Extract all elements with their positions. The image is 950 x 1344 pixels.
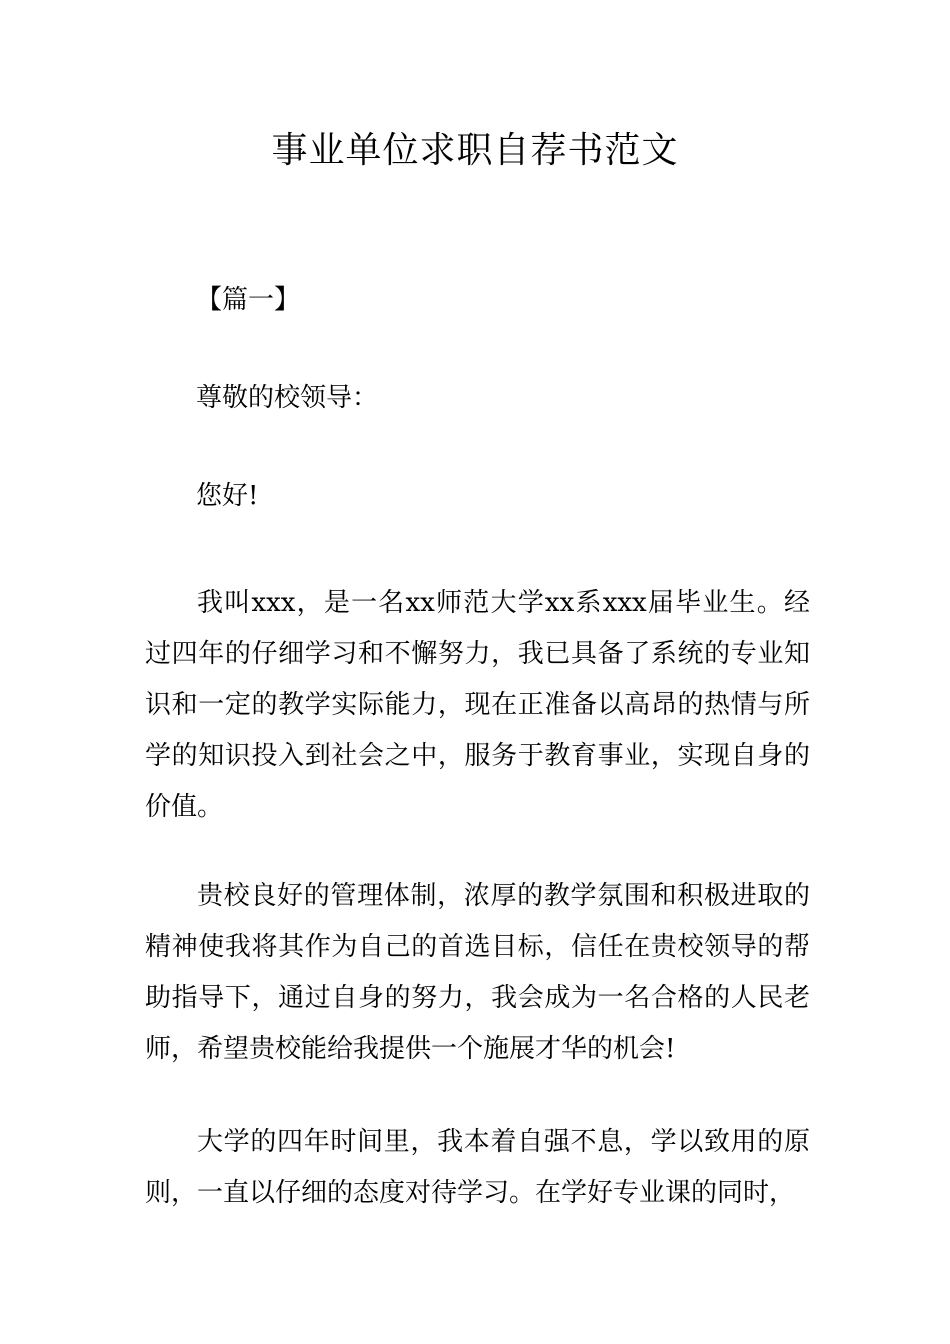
document-title: 事业单位求职自荐书范文 bbox=[271, 130, 679, 171]
paragraph-school-choice: 贵校良好的管理体制，浓厚的教学氛围和积极进取的精神使我将其作为自己的首选目标，信任在贵校领导的帮助指导下，通过自身的努力，我会成为一名合格的人民老师，希望贵校能给我提供一个施展才华的机会! bbox=[145, 881, 810, 1064]
paragraph-introduction: 我叫xxx，是一名xx师范大学xx系xxx届毕业生。经过四年的仔细学习和不懈努力，我已具备了系统的专业知识和一定的教学实际能力，现在正准备以高昂的热情与所学的知识投入到社会之中，服务于教育事业，实现自身的价值。 bbox=[145, 588, 810, 822]
greeting: 您好! bbox=[196, 481, 259, 511]
section-label: 【篇一】 bbox=[196, 285, 301, 315]
paragraph-university-years: 大学的四年时间里，我本着自强不息，学以致用的原则，一直以仔细的态度对待学习。在学好专业课的同时， bbox=[145, 1127, 810, 1208]
salutation: 尊敬的校领导： bbox=[196, 383, 379, 413]
